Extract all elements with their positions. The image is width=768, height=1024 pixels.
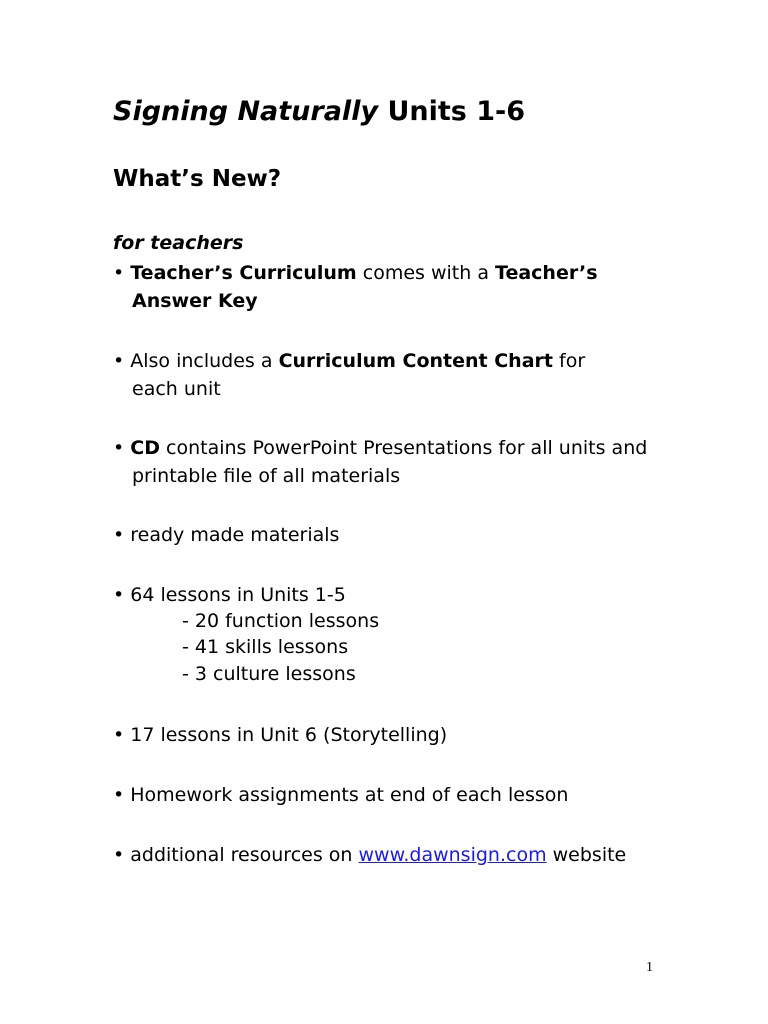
page-number: 1 xyxy=(646,960,653,975)
sub-item: - 20 function lessons xyxy=(182,610,380,632)
list-item-lessons-units-1-5: • 64 lessons in Units 1-5 xyxy=(113,584,346,606)
item-text: Also includes a xyxy=(130,350,279,372)
title-italic-part: Signing Naturally xyxy=(113,96,379,127)
item-bold-text: CD xyxy=(130,437,160,459)
item-bold-text: Teacher’s Curriculum xyxy=(130,262,357,284)
list-item-teachers-curriculum xyxy=(113,259,598,315)
item-continuation: printable file of all materials xyxy=(132,465,401,487)
bullet: • xyxy=(113,350,131,372)
item-text: for xyxy=(553,350,586,372)
item-text: contains PowerPoint Presentations for all units and xyxy=(159,437,648,459)
item-text: comes with a xyxy=(356,262,496,284)
item-text: • additional resources on xyxy=(113,844,359,866)
list-item-unit-6: • 17 lessons in Unit 6 (Storytelling) xyxy=(113,724,448,746)
list-item-ready-made: • ready made materials xyxy=(113,524,340,546)
audience-label: for teachers xyxy=(113,232,244,254)
bullet: • xyxy=(113,262,131,284)
page-title xyxy=(113,96,525,127)
item-text: website xyxy=(546,844,627,866)
title-rest: Units 1-6 xyxy=(378,96,526,127)
section-heading: What’s New? xyxy=(113,166,282,192)
item-continuation: Answer Key xyxy=(132,290,258,312)
bullet: • xyxy=(113,437,131,459)
sub-item: - 41 skills lessons xyxy=(182,636,349,658)
list-item-homework: • Homework assignments at end of each lesson xyxy=(113,784,569,806)
item-continuation: each unit xyxy=(132,378,221,400)
item-bold-text: Curriculum Content Chart xyxy=(278,350,553,372)
website-link[interactable]: www.dawnsign.com xyxy=(358,844,547,866)
list-item-cd xyxy=(113,434,647,490)
sub-item: - 3 culture lessons xyxy=(182,663,356,685)
list-item-content-chart xyxy=(113,347,585,403)
list-item-resources xyxy=(113,841,626,869)
item-bold-text: Teacher’s xyxy=(495,262,598,284)
